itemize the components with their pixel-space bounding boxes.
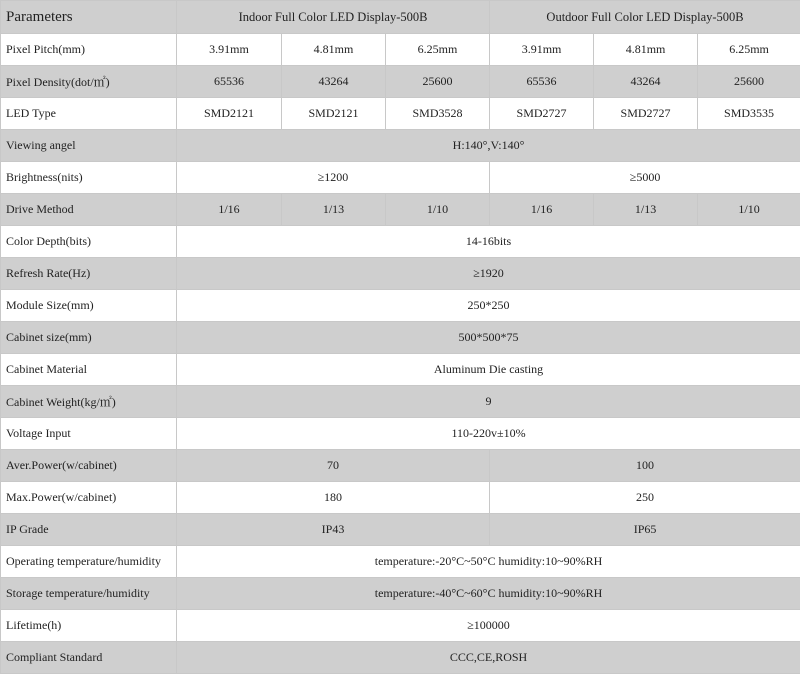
cell-value: 65536 [490, 66, 594, 98]
cell-value: ≥100000 [177, 610, 800, 642]
row-brightness [1, 162, 800, 194]
cell-value: SMD2727 [490, 98, 594, 130]
row-module-size [1, 290, 800, 322]
cell-value: 43264 [282, 66, 386, 98]
cell-value: 250 [490, 482, 800, 514]
cell-value: SMD2121 [177, 98, 282, 130]
cell-value: IP65 [490, 514, 800, 546]
header-indoor: Indoor Full Color LED Display-500B [177, 1, 490, 34]
cell-value: temperature:-20°C~50°C humidity:10~90%RH [177, 546, 800, 578]
cell-value: 6.25mm [698, 34, 800, 66]
row-lifetime [1, 610, 800, 642]
cell-value: ≥1200 [177, 162, 490, 194]
cell-value: 1/10 [386, 194, 490, 226]
row-label: Drive Method [1, 194, 177, 226]
cell-value: 1/16 [490, 194, 594, 226]
row-label: Module Size(mm) [1, 290, 177, 322]
cell-value: 25600 [698, 66, 800, 98]
cell-value: 1/10 [698, 194, 800, 226]
row-refresh-rate [1, 258, 800, 290]
cell-value: ≥5000 [490, 162, 800, 194]
row-pixel-pitch [1, 34, 800, 66]
cell-value: 500*500*75 [177, 322, 800, 354]
row-label: Brightness(nits) [1, 162, 177, 194]
cell-value: 43264 [594, 66, 698, 98]
row-label: Voltage Input [1, 418, 177, 450]
cell-value: 4.81mm [282, 34, 386, 66]
cell-value: 110-220v±10% [177, 418, 800, 450]
row-cabinet-material [1, 354, 800, 386]
row-storage-temp [1, 578, 800, 610]
cell-value: 100 [490, 450, 800, 482]
row-label: Storage temperature/humidity [1, 578, 177, 610]
row-label: Compliant Standard [1, 642, 177, 674]
row-ip-grade [1, 514, 800, 546]
row-label: Cabinet Material [1, 354, 177, 386]
row-cabinet-size [1, 322, 800, 354]
cell-value: 1/13 [282, 194, 386, 226]
cell-value: Aluminum Die casting [177, 354, 800, 386]
cell-value: SMD3535 [698, 98, 800, 130]
row-drive-method [1, 194, 800, 226]
cell-value: 3.91mm [177, 34, 282, 66]
header-parameters: Parameters [1, 1, 177, 34]
cell-value: 3.91mm [490, 34, 594, 66]
row-label: Color Depth(bits) [1, 226, 177, 258]
cell-value: H:140°,V:140° [177, 130, 800, 162]
cell-value: 4.81mm [594, 34, 698, 66]
row-label: IP Grade [1, 514, 177, 546]
row-label: Operating temperature/humidity [1, 546, 177, 578]
row-compliant-standard [1, 642, 800, 674]
cell-value: IP43 [177, 514, 490, 546]
cell-value: 180 [177, 482, 490, 514]
cell-value: 14-16bits [177, 226, 800, 258]
cell-value: 1/13 [594, 194, 698, 226]
cell-value: 9 [177, 386, 800, 418]
cell-value: 1/16 [177, 194, 282, 226]
cell-value: SMD2727 [594, 98, 698, 130]
row-label: Viewing angel [1, 130, 177, 162]
table-header-row [1, 1, 800, 34]
cell-value: 25600 [386, 66, 490, 98]
cell-value: 250*250 [177, 290, 800, 322]
row-label: Refresh Rate(Hz) [1, 258, 177, 290]
row-max-power [1, 482, 800, 514]
row-led-type [1, 98, 800, 130]
cell-value: CCC,CE,ROSH [177, 642, 800, 674]
row-cabinet-weight [1, 386, 800, 418]
cell-value: 70 [177, 450, 490, 482]
cell-value: ≥1920 [177, 258, 800, 290]
cell-value: 6.25mm [386, 34, 490, 66]
row-operating-temp [1, 546, 800, 578]
row-color-depth [1, 226, 800, 258]
row-label: Aver.Power(w/cabinet) [1, 450, 177, 482]
row-pixel-density [1, 66, 800, 98]
row-voltage-input [1, 418, 800, 450]
row-label: Max.Power(w/cabinet) [1, 482, 177, 514]
row-label: Lifetime(h) [1, 610, 177, 642]
row-label: Cabinet size(mm) [1, 322, 177, 354]
cell-value: SMD2121 [282, 98, 386, 130]
cell-value: temperature:-40°C~60°C humidity:10~90%RH [177, 578, 800, 610]
cell-value: 65536 [177, 66, 282, 98]
row-label: Pixel Pitch(mm) [1, 34, 177, 66]
row-viewing-angle [1, 130, 800, 162]
row-label: Pixel Density(dot/㎡) [1, 66, 177, 98]
row-aver-power [1, 450, 800, 482]
row-label: Cabinet Weight(kg/㎡) [1, 386, 177, 418]
row-label: LED Type [1, 98, 177, 130]
cell-value: SMD3528 [386, 98, 490, 130]
header-outdoor: Outdoor Full Color LED Display-500B [490, 1, 800, 34]
